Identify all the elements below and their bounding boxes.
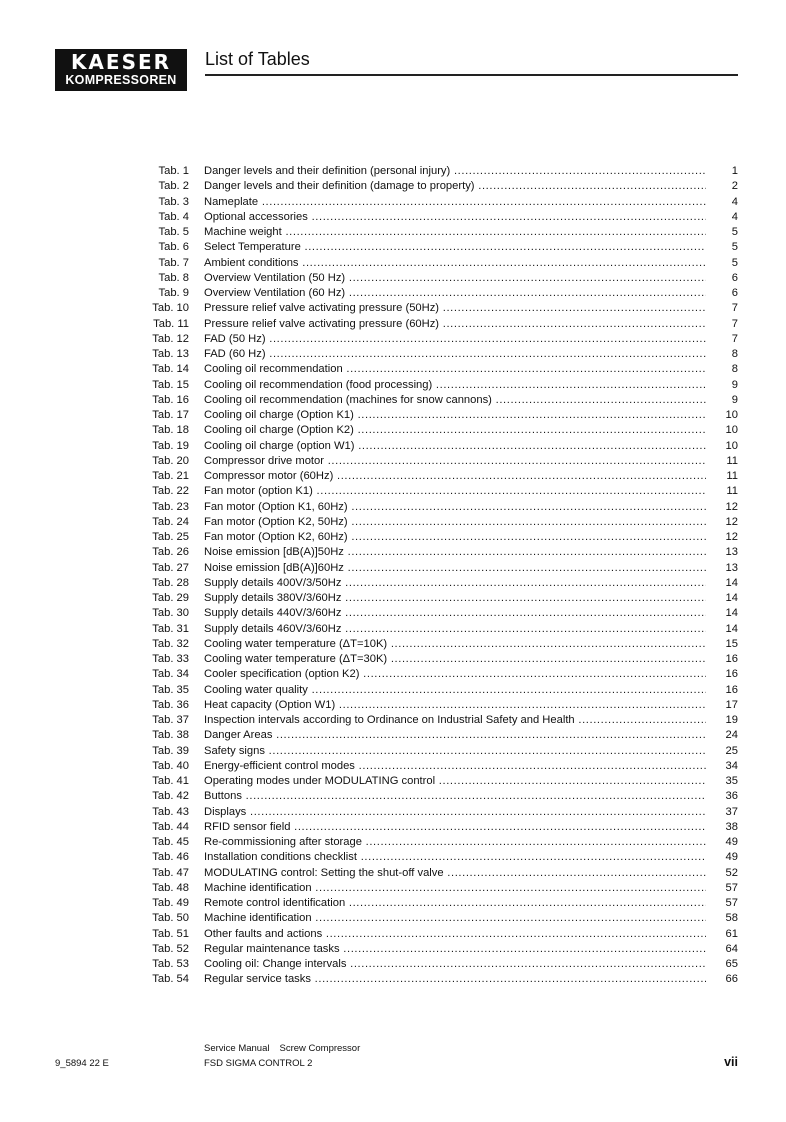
table-page-number: 14 [725, 576, 738, 589]
table-number: Tab. 6 [158, 241, 189, 254]
table-page-number: 24 [725, 729, 738, 742]
table-number: Tab. 20 [152, 454, 189, 467]
toc-entry[interactable] [0, 530, 786, 545]
table-title: Regular maintenance tasks ..... [204, 942, 706, 957]
table-title: Cooling oil charge (Option K1) ..... [204, 408, 706, 423]
product-name: FSD SIGMA CONTROL 2 [204, 1058, 313, 1069]
table-page-number: 36 [725, 790, 738, 803]
toc-entry[interactable] [0, 667, 786, 682]
table-page-number: 61 [725, 927, 738, 940]
table-number: Tab. 2 [158, 180, 189, 193]
table-page-number: 64 [725, 942, 738, 955]
table-page-number: 8 [731, 348, 738, 360]
table-page-number: 49 [725, 851, 738, 864]
table-page-number: 10 [725, 409, 738, 421]
toc-entry[interactable] [0, 286, 786, 301]
toc-entry[interactable] [0, 271, 786, 286]
table-page-number: 2 [731, 180, 738, 193]
table-page-number: 7 [731, 317, 738, 330]
table-title: Danger levels and their definition (damage to property) ..... [204, 179, 706, 194]
table-title: Supply details 400V/3/50Hz ..... [204, 576, 706, 591]
table-number: Tab. 12 [152, 332, 189, 345]
table-number: Tab. 35 [152, 683, 189, 696]
table-page-number: 9 [731, 378, 738, 391]
table-number: Tab. 7 [158, 256, 189, 269]
table-number: Tab. 51 [152, 927, 189, 940]
toc-entry[interactable] [0, 240, 786, 255]
table-page-number: 34 [725, 759, 738, 772]
toc-entry[interactable] [0, 317, 786, 332]
table-page-number: 12 [725, 531, 738, 543]
toc-entry[interactable] [0, 698, 786, 713]
table-page-number: 25 [725, 744, 738, 757]
table-title: RFID sensor field ..... [204, 820, 706, 835]
table-number: Tab. 5 [158, 226, 189, 238]
table-number: Tab. 37 [152, 714, 189, 726]
table-page-number: 66 [725, 973, 738, 986]
table-page-number: 38 [725, 820, 738, 833]
table-title: Fan motor (Option K1, 60Hz) ..... [204, 500, 706, 515]
table-page-number: 52 [725, 866, 738, 879]
toc-entry[interactable] [0, 576, 786, 591]
table-title: Optional accessories ..... [204, 210, 706, 225]
toc-entry[interactable] [0, 469, 786, 484]
table-number: Tab. 33 [152, 653, 189, 665]
table-title: Machine identification ..... [204, 911, 706, 926]
table-page-number: 12 [725, 515, 738, 528]
toc-entry[interactable] [0, 728, 786, 743]
table-title: Operating modes under MODULATING control ..... [204, 774, 706, 789]
toc-entry[interactable] [0, 972, 786, 987]
table-page-number: 13 [725, 546, 738, 559]
toc-entry[interactable] [0, 256, 786, 271]
table-page-number: 57 [725, 897, 738, 909]
table-number: Tab. 49 [152, 897, 189, 909]
kaeser-logo [55, 49, 187, 91]
table-number: Tab. 43 [152, 805, 189, 818]
table-number: Tab. 13 [152, 348, 189, 360]
header-divider [205, 74, 738, 76]
table-list [0, 164, 786, 988]
table-title: Fan motor (Option K2, 50Hz) ..... [204, 515, 706, 530]
toc-entry[interactable] [0, 332, 786, 347]
table-number: Tab. 19 [152, 439, 189, 452]
table-number: Tab. 47 [152, 866, 189, 879]
table-page-number: 57 [725, 881, 738, 894]
toc-entry[interactable] [0, 744, 786, 759]
table-title: Noise emission [dB(A)]60Hz ..... [204, 561, 706, 576]
table-number: Tab. 53 [152, 958, 189, 970]
table-title: Compressor drive motor ..... [204, 454, 706, 469]
toc-entry[interactable] [0, 942, 786, 957]
toc-entry[interactable] [0, 164, 786, 179]
table-number: Tab. 52 [152, 942, 189, 955]
toc-entry[interactable] [0, 759, 786, 774]
toc-entry[interactable] [0, 606, 786, 621]
table-page-number: 16 [725, 683, 738, 696]
table-number: Tab. 54 [152, 973, 189, 986]
toc-entry[interactable] [0, 301, 786, 316]
table-title: Re-commissioning after storage ..... [204, 835, 706, 850]
table-title: Overview Ventilation (60 Hz) ..... [204, 286, 706, 301]
table-page-number: 49 [725, 836, 738, 848]
toc-entry[interactable] [0, 911, 786, 926]
table-title: Machine weight ..... [204, 225, 706, 240]
table-number: Tab. 1 [158, 165, 189, 177]
table-page-number: 12 [725, 500, 738, 513]
table-title: Inspection intervals according to Ordinance on Industrial Safety and Health ..... [204, 713, 706, 728]
toc-entry[interactable] [0, 347, 786, 362]
table-number: Tab. 8 [158, 271, 189, 284]
table-page-number: 58 [725, 912, 738, 925]
table-title: Safety signs ..... [204, 744, 706, 759]
toc-entry[interactable] [0, 866, 786, 881]
table-title: Cooling water temperature (ΔT=10K) ..... [204, 637, 706, 652]
table-title: Pressure relief valve activating pressure (50Hz) ..... [204, 301, 706, 316]
toc-entry[interactable] [0, 225, 786, 240]
table-number: Tab. 18 [152, 424, 189, 437]
table-page-number: 11 [726, 485, 738, 498]
table-page-number: 14 [725, 622, 738, 635]
toc-entry[interactable] [0, 454, 786, 469]
table-title: Cooling water quality ..... [204, 683, 706, 698]
page-number: vii [724, 1055, 738, 1069]
table-number: Tab. 21 [152, 470, 189, 482]
page-title: List of Tables [205, 49, 310, 69]
table-number: Tab. 38 [152, 729, 189, 742]
toc-entry[interactable] [0, 500, 786, 515]
toc-entry[interactable] [0, 362, 786, 377]
table-page-number: 16 [725, 668, 738, 681]
logo-subtitle: KOMPRESSOREN [65, 73, 177, 87]
table-page-number: 7 [731, 332, 738, 345]
table-page-number: 14 [725, 607, 738, 620]
logo-brand: KAESER [70, 50, 172, 74]
table-title: Remote control identification ..... [204, 896, 706, 911]
toc-entry[interactable] [0, 652, 786, 667]
table-title: Danger levels and their definition (personal injury) ..... [204, 164, 706, 179]
toc-entry[interactable] [0, 850, 786, 865]
table-number: Tab. 39 [152, 744, 189, 757]
table-number: Tab. 14 [152, 363, 189, 376]
toc-entry[interactable] [0, 423, 786, 438]
table-page-number: 7 [731, 302, 738, 315]
table-number: Tab. 45 [152, 836, 189, 848]
table-page-number: 37 [725, 805, 738, 818]
table-title: Ambient conditions ..... [204, 256, 706, 271]
toc-entry[interactable] [0, 805, 786, 820]
table-title: Overview Ventilation (50 Hz) ..... [204, 271, 706, 286]
table-title: Fan motor (Option K2, 60Hz) ..... [204, 530, 706, 545]
toc-entry[interactable] [0, 820, 786, 835]
toc-entry[interactable] [0, 545, 786, 560]
toc-entry[interactable] [0, 683, 786, 698]
document-number: 9_5894 22 E [55, 1058, 109, 1069]
toc-entry[interactable] [0, 561, 786, 576]
table-number: Tab. 17 [152, 409, 189, 421]
table-title: Regular service tasks ..... [204, 972, 706, 987]
table-title: MODULATING control: Setting the shut-off valve ..... [204, 866, 706, 881]
toc-entry[interactable] [0, 896, 786, 911]
table-page-number: 15 [725, 637, 738, 650]
table-number: Tab. 31 [152, 622, 189, 635]
table-page-number: 11 [726, 470, 738, 482]
toc-entry[interactable] [0, 195, 786, 210]
table-title: Other faults and actions ..... [204, 927, 706, 942]
table-page-number: 17 [725, 698, 738, 711]
table-page-number: 13 [725, 561, 738, 574]
table-number: Tab. 26 [152, 546, 189, 559]
table-number: Tab. 50 [152, 912, 189, 925]
table-page-number: 14 [725, 592, 738, 604]
table-number: Tab. 28 [152, 576, 189, 589]
table-title: Cooling oil recommendation (machines for snow cannons) ..... [204, 393, 706, 408]
table-number: Tab. 3 [158, 195, 189, 208]
table-number: Tab. 34 [152, 668, 189, 681]
table-page-number: 16 [725, 653, 738, 665]
table-title: FAD (50 Hz) ..... [204, 332, 706, 347]
footer-manual-info [204, 1043, 370, 1055]
table-number: Tab. 42 [152, 790, 189, 803]
toc-entry[interactable] [0, 713, 786, 728]
table-title: Select Temperature ..... [204, 240, 706, 255]
toc-entry[interactable] [0, 927, 786, 942]
table-number: Tab. 4 [158, 210, 189, 223]
table-title: Cooling oil charge (option W1) ..... [204, 439, 706, 454]
table-title: Danger Areas ..... [204, 728, 706, 743]
table-page-number: 9 [731, 393, 738, 406]
toc-entry[interactable] [0, 408, 786, 423]
toc-entry[interactable] [0, 484, 786, 499]
table-page-number: 10 [725, 424, 738, 437]
table-page-number: 1 [731, 165, 738, 177]
table-title: Noise emission [dB(A)]50Hz ..... [204, 545, 706, 560]
table-number: Tab. 23 [152, 500, 189, 513]
manual-type: Service Manual [204, 1043, 270, 1054]
table-title: Heat capacity (Option W1) ..... [204, 698, 706, 713]
toc-entry[interactable] [0, 881, 786, 896]
table-page-number: 4 [731, 195, 738, 208]
table-title: Cooling oil recommendation ..... [204, 362, 706, 377]
table-page-number: 8 [731, 363, 738, 376]
table-number: Tab. 44 [152, 820, 189, 833]
toc-entry[interactable] [0, 957, 786, 972]
toc-entry[interactable] [0, 774, 786, 789]
table-number: Tab. 32 [152, 637, 189, 650]
table-page-number: 19 [725, 714, 738, 726]
table-number: Tab. 16 [152, 393, 189, 406]
toc-entry[interactable] [0, 179, 786, 194]
table-title: Displays ..... [204, 805, 706, 820]
table-title: Pressure relief valve activating pressure (60Hz) ..... [204, 317, 706, 332]
table-number: Tab. 48 [152, 881, 189, 894]
table-number: Tab. 10 [152, 302, 189, 315]
table-title: Cooler specification (option K2) ..... [204, 667, 706, 682]
table-title: Supply details 380V/3/60Hz ..... [204, 591, 706, 606]
table-number: Tab. 40 [152, 759, 189, 772]
table-title: FAD (60 Hz) ..... [204, 347, 706, 362]
table-title: Cooling water temperature (ΔT=30K) ..... [204, 652, 706, 667]
table-page-number: 5 [731, 256, 738, 269]
toc-entry[interactable] [0, 637, 786, 652]
table-title: Installation conditions checklist ..... [204, 850, 706, 865]
table-page-number: 65 [725, 958, 738, 970]
table-title: Cooling oil charge (Option K2) ..... [204, 423, 706, 438]
table-title: Supply details 440V/3/60Hz ..... [204, 606, 706, 621]
table-number: Tab. 11 [153, 317, 189, 330]
table-title: Buttons ..... [204, 789, 706, 804]
table-title: Cooling oil recommendation (food processing) ..... [204, 378, 706, 393]
table-number: Tab. 25 [152, 531, 189, 543]
toc-entry[interactable] [0, 439, 786, 454]
toc-entry[interactable] [0, 210, 786, 225]
table-page-number: 5 [731, 226, 738, 238]
table-title: Fan motor (option K1) ..... [204, 484, 706, 499]
table-number: Tab. 46 [152, 851, 189, 864]
table-title: Energy-efficient control modes ..... [204, 759, 706, 774]
toc-entry[interactable] [0, 591, 786, 606]
table-number: Tab. 27 [152, 561, 189, 574]
table-page-number: 5 [731, 241, 738, 254]
toc-entry[interactable] [0, 622, 786, 637]
table-number: Tab. 9 [158, 287, 189, 299]
toc-entry[interactable] [0, 515, 786, 530]
table-number: Tab. 15 [152, 378, 189, 391]
table-title: Cooling oil: Change intervals ..... [204, 957, 706, 972]
table-page-number: 4 [731, 210, 738, 223]
table-number: Tab. 29 [152, 592, 189, 604]
table-page-number: 10 [725, 439, 738, 452]
table-number: Tab. 41 [152, 775, 189, 787]
table-number: Tab. 30 [152, 607, 189, 620]
table-page-number: 6 [731, 271, 738, 284]
table-title: Supply details 460V/3/60Hz ..... [204, 622, 706, 637]
toc-entry[interactable] [0, 835, 786, 850]
table-page-number: 6 [731, 287, 738, 299]
table-number: Tab. 24 [152, 515, 189, 528]
table-title: Machine identification ..... [204, 881, 706, 896]
toc-entry[interactable] [0, 378, 786, 393]
table-title: Nameplate ..... [204, 195, 706, 210]
toc-entry[interactable] [0, 789, 786, 804]
table-number: Tab. 36 [152, 698, 189, 711]
toc-entry[interactable] [0, 393, 786, 408]
table-page-number: 11 [726, 454, 738, 467]
product-type: Screw Compressor [279, 1043, 361, 1054]
table-title: Compressor motor (60Hz) ..... [204, 469, 706, 484]
table-number: Tab. 22 [152, 485, 189, 498]
table-page-number: 35 [725, 775, 738, 787]
